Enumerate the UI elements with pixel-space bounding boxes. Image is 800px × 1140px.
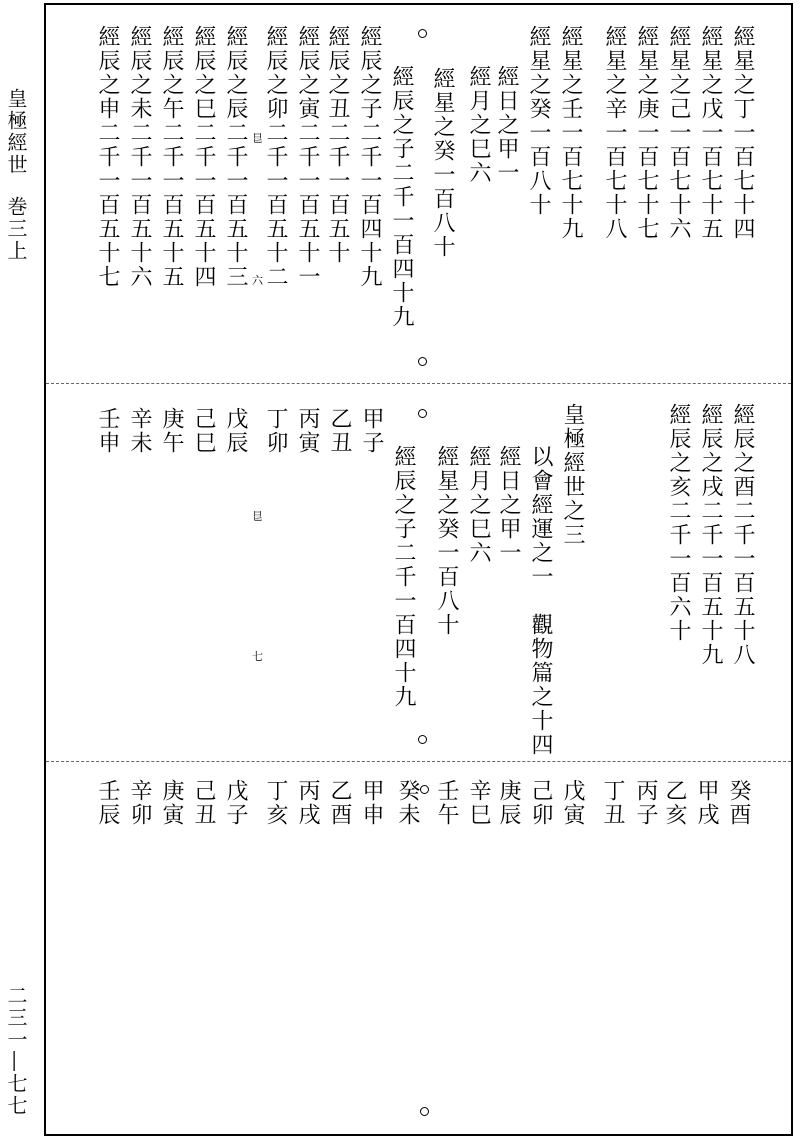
- text-column: 丙子: [633, 779, 658, 827]
- text-column: 庚寅: [159, 779, 184, 827]
- text-column: 經辰之辰二千一百五十三: [223, 25, 248, 289]
- text-column: 經辰之子二千一百四十九: [357, 25, 382, 289]
- text-column: 乙亥: [662, 779, 687, 827]
- book-title: 皇極經世: [4, 88, 28, 176]
- text-column: 經月之巳六: [466, 65, 491, 185]
- text-column: 壬辰: [95, 779, 120, 827]
- text-column: 經星之辛一百七十八: [602, 25, 627, 241]
- text-column: 甲申: [359, 779, 384, 827]
- note-mark: 𥃩: [252, 132, 263, 145]
- text-column: 庚午: [159, 407, 184, 455]
- text-column: 庚辰: [496, 779, 521, 827]
- circle-mark: [420, 1107, 429, 1116]
- text-column: 丙寅: [295, 407, 320, 455]
- text-column: 經星之癸一百八十: [526, 25, 551, 217]
- text-column: 壬申: [95, 407, 120, 455]
- text-column: 經辰之丑二千一百五十: [325, 25, 350, 265]
- text-column: 經日之甲一: [494, 65, 519, 185]
- text-column: 經辰之子二千一百四十九: [389, 65, 414, 329]
- circle-mark: [418, 357, 427, 366]
- text-column: 經星之己一百七十六: [666, 25, 691, 241]
- text-column: 乙丑: [327, 407, 352, 455]
- text-column: 經辰之申二千一百五十七: [95, 25, 120, 289]
- chapter-subtitle: 以會經運之一 觀物篇之十四: [528, 445, 553, 757]
- volume-label: 巻三上: [4, 196, 28, 262]
- text-column: 壬午: [434, 779, 459, 827]
- text-column: 丙戌: [295, 779, 320, 827]
- text-column: 癸酉: [726, 779, 751, 827]
- text-column: 經辰之午二千一百五十五: [159, 25, 184, 289]
- text-column: 經月之巳六: [466, 445, 491, 565]
- text-column: 乙酉: [327, 779, 352, 827]
- text-column: 經星之戊一百七十五: [698, 25, 723, 241]
- text-column: 己丑: [191, 779, 216, 827]
- page-number: 二三一―七七: [4, 985, 28, 1117]
- text-column: 經辰之巳二千一百五十四: [191, 25, 216, 289]
- text-column: 經星之庚一百七十七: [634, 25, 659, 241]
- text-column: 經辰之寅二千一百五十一: [295, 25, 320, 289]
- note-mark: 𥃩: [252, 510, 263, 523]
- note-mark: 七: [252, 650, 263, 663]
- text-column: 經星之癸一百八十: [430, 67, 455, 259]
- text-column: 戊寅: [560, 779, 585, 827]
- text-column: 經日之甲一: [496, 445, 521, 565]
- circle-mark: [418, 735, 427, 744]
- text-column: 經辰之酉二千一百五十八: [730, 403, 755, 667]
- chapter-title: 皇極經世之三: [560, 403, 585, 547]
- note-mark: 六: [252, 274, 263, 287]
- text-column: 癸未: [395, 779, 420, 827]
- page-frame: [44, 3, 793, 1136]
- text-column: 經星之壬一百七十九: [558, 25, 583, 241]
- text-column: 經辰之未二千一百五十六: [127, 25, 152, 289]
- text-column: 甲戌: [694, 779, 719, 827]
- text-column: 甲子: [359, 407, 384, 455]
- text-column: 經辰之戌二千一百五十九: [698, 403, 723, 667]
- section-divider-1: [46, 383, 791, 384]
- text-column: 戊子: [223, 779, 248, 827]
- text-column: 丁卯: [263, 407, 288, 455]
- text-column: 辛巳: [466, 779, 491, 827]
- text-column: 丁丑: [600, 779, 625, 827]
- text-column: 經辰之卯二千一百五十二: [263, 25, 288, 289]
- circle-mark: [418, 409, 427, 418]
- text-column: 經星之丁一百七十四: [730, 25, 755, 241]
- text-column: 戊辰: [223, 407, 248, 455]
- text-column: 辛未: [127, 407, 152, 455]
- text-column: 經星之癸一百八十: [434, 445, 459, 637]
- section-divider-2: [46, 761, 791, 762]
- text-column: 己巳: [191, 407, 216, 455]
- circle-mark: [418, 29, 427, 38]
- text-column: 己卯: [528, 779, 553, 827]
- text-column: 丁亥: [263, 779, 288, 827]
- text-column: 經辰之亥二千一百六十: [666, 403, 691, 643]
- text-column: 經辰之子二千一百四十九: [391, 445, 416, 709]
- circle-mark: [420, 785, 429, 794]
- text-column: 辛卯: [127, 779, 152, 827]
